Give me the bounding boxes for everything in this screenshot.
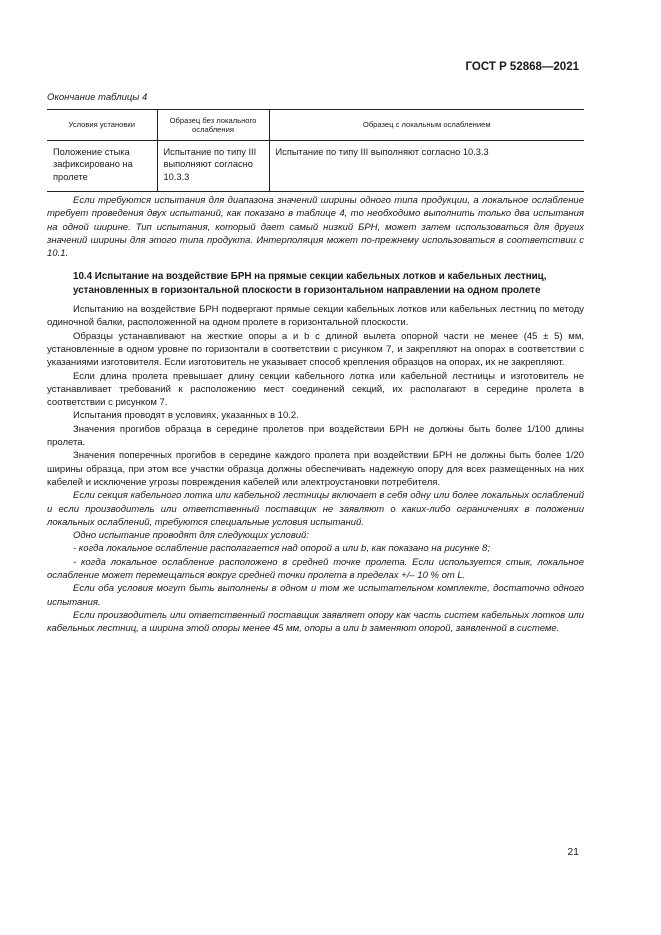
table-cell: Испытание по типу III выполняют согласно 10.3.3: [269, 141, 584, 192]
paragraph: Если длина пролета превышает длину секции кабельного лотка или кабельной лестницы и изготовитель не устанавливает требований к расположению мест соединений секций, их располагают в середине пролета в соответствии с рисунком 7.: [47, 370, 584, 409]
table-row: [47, 141, 584, 192]
paragraph: Если требуются испытания для диапазона значений ширины одного типа продукции, а локальное ослабление требует проведения двух испытаний, как показано в таблице 4, то необходимо выполнить только два испытания на одной ширине. Тип испытания, который дает самый низкий БРН, может затем использоваться для других значений ширины для этого типа продукта. Интерполяция может по-прежнему использоваться в соответствии с 10.1.: [47, 195, 584, 260]
column-header: Образец с локальным ослаблением: [269, 110, 584, 141]
paragraph: Одно испытание проводят для следующих условий:: [73, 530, 309, 542]
paragraph: Если секция кабельного лотка или кабельной лестницы включает в себя одну или более локальных ослаблений и если производитель или ответственный поставщик не заявляют о каких-либо ограничениях в положении локальных ослаблений, требуются специальные условия испытаний.: [47, 490, 584, 528]
document-header: ГОСТ Р 52868—2021: [465, 61, 579, 73]
list-item: - когда локальное ослабление расположено в средней точке пролета. Если используется стык, локальное ослабление может перемещаться вокруг средней точки пролета в пределах +/– 10 % от L.: [47, 556, 584, 582]
table-caption: Окончание таблицы 4: [47, 92, 148, 103]
column-header: Образец без локального ослабления: [157, 110, 269, 141]
column-header: Условия установки: [47, 110, 157, 141]
paragraph: Значения прогибов образца в середине пролетов при воздействии БРН не должны быть более 1/100 длины пролета.: [47, 423, 584, 449]
paragraph: Испытания проводят в условиях, указанных в 10.2.: [73, 410, 299, 422]
page-number: 21: [567, 846, 579, 858]
list-item: - когда локальное ослабление располагается над опорой а или b, как показано на рисунке 8;: [73, 543, 490, 555]
table-cell: Испытание по типу III выполняют согласно 10.3.3: [157, 141, 269, 192]
paragraph: Образцы устанавливают на жесткие опоры а и b с длиной вылета опорной части не менее (45 ± 5) мм, установленные в одном уровне по горизонтали в соответствии с рисунком 7, и закрепляют на опорах в соответствии с указаниями изготовителя. Если изготовитель не указывает способ крепления образцов на опорах, их не закрепляют.: [47, 330, 584, 369]
table-4: [47, 109, 584, 192]
paragraph: Испытанию на воздействие БРН подвергают прямые секции кабельных лотков или кабельных лестниц по методу одиночной балки, расположенной на одном пролете в горизонтальной плоскости.: [47, 304, 584, 329]
paragraph: Значения поперечных прогибов в середине каждого пролета при воздействии БРН не должны быть более 1/20 ширины образца, при этом все участки образца должны обеспечивать надежную опору для всех размещенных на них кабелей и исключение угрозы повреждения кабелей или электроустановки потребителя.: [47, 450, 584, 488]
table-cell: Положение стыка зафиксировано на пролете: [47, 141, 157, 192]
table-header-row: [47, 110, 584, 141]
paragraph: Если оба условия могут быть выполнены в одном и том же испытательном комплекте, достаточно одного испытания.: [47, 583, 584, 608]
section-heading: 10.4 Испытание на воздействие БРН на прямые секции кабельных лотков и кабельных лестниц, установленных в горизонтальной плоскости в горизонтальном направлении на одном пролете: [73, 271, 547, 296]
document-body: [47, 194, 584, 636]
paragraph: Если производитель или ответственный поставщик заявляет опору как часть систем кабельных лотков или кабельных лестниц, а ширина этой опоры менее 45 мм, опоры а или b заменяют опорой, заявленной в системе.: [47, 609, 584, 635]
